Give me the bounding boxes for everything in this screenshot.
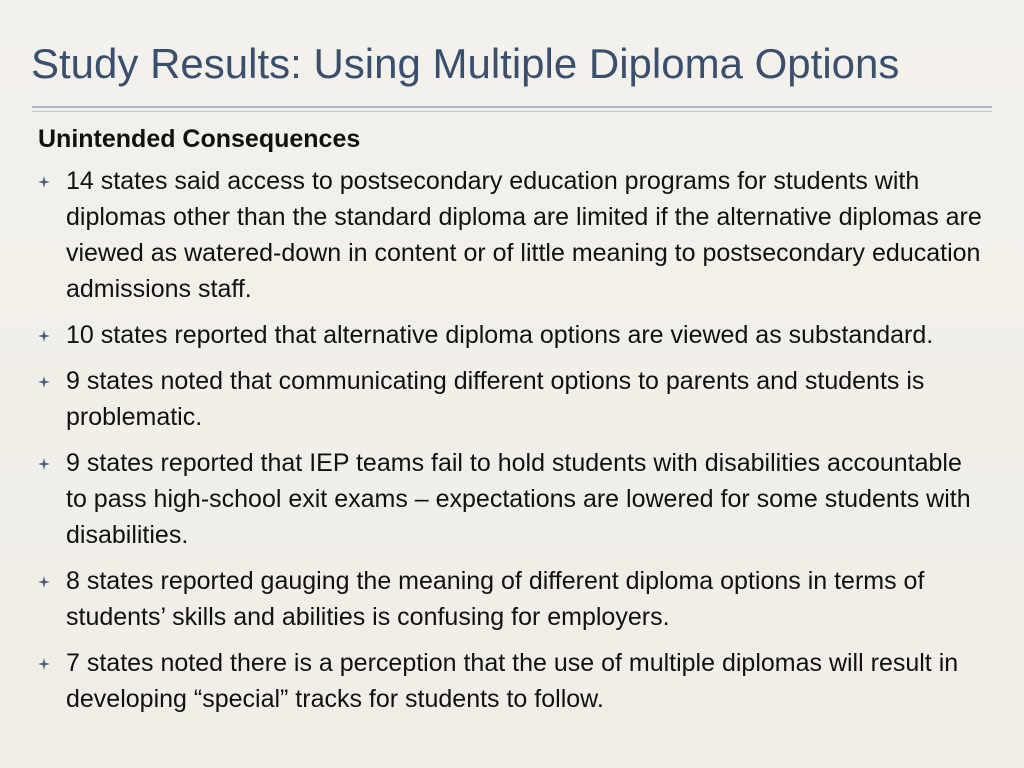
bullet-text: 9 states reported that IEP teams fail to hold students with disabilities accountable to pass high-school exit exams – expectations are lowered for some students with disabilities. xyxy=(66,449,971,549)
title-divider-secondary xyxy=(32,111,992,112)
list-item xyxy=(38,445,988,553)
slide-content xyxy=(38,121,988,727)
list-item xyxy=(38,163,988,307)
four-point-star-icon xyxy=(38,376,50,388)
section-subheading: Unintended Consequences xyxy=(38,125,361,153)
bullet-text: 7 states noted there is a perception that the use of multiple diplomas will result in developing “special” tracks for students to follow. xyxy=(66,649,959,713)
four-point-star-icon xyxy=(38,576,50,588)
list-item xyxy=(38,645,988,717)
bullet-text: 9 states noted that communicating different options to parents and students is problematic. xyxy=(66,367,925,431)
bullet-text: 8 states reported gauging the meaning of different diploma options in terms of students’ skills and abilities is confusing for employers. xyxy=(66,567,925,631)
four-point-star-icon xyxy=(38,176,50,188)
four-point-star-icon xyxy=(38,458,50,470)
bullet-text: 14 states said access to postsecondary education programs for students with diplomas other than the standard diploma are limited if the alternative diplomas are viewed as watered-down in content or of little meaning to postsecondary education admissions staff. xyxy=(66,167,982,303)
four-point-star-icon xyxy=(38,658,50,670)
list-item xyxy=(38,363,988,435)
bullet-list xyxy=(38,163,988,717)
title-divider xyxy=(32,106,992,108)
four-point-star-icon xyxy=(38,330,50,342)
slide-title: Study Results: Using Multiple Diploma Options xyxy=(31,40,900,87)
list-item xyxy=(38,563,988,635)
bullet-text: 10 states reported that alternative diploma options are viewed as substandard. xyxy=(66,321,934,349)
list-item xyxy=(38,317,988,353)
